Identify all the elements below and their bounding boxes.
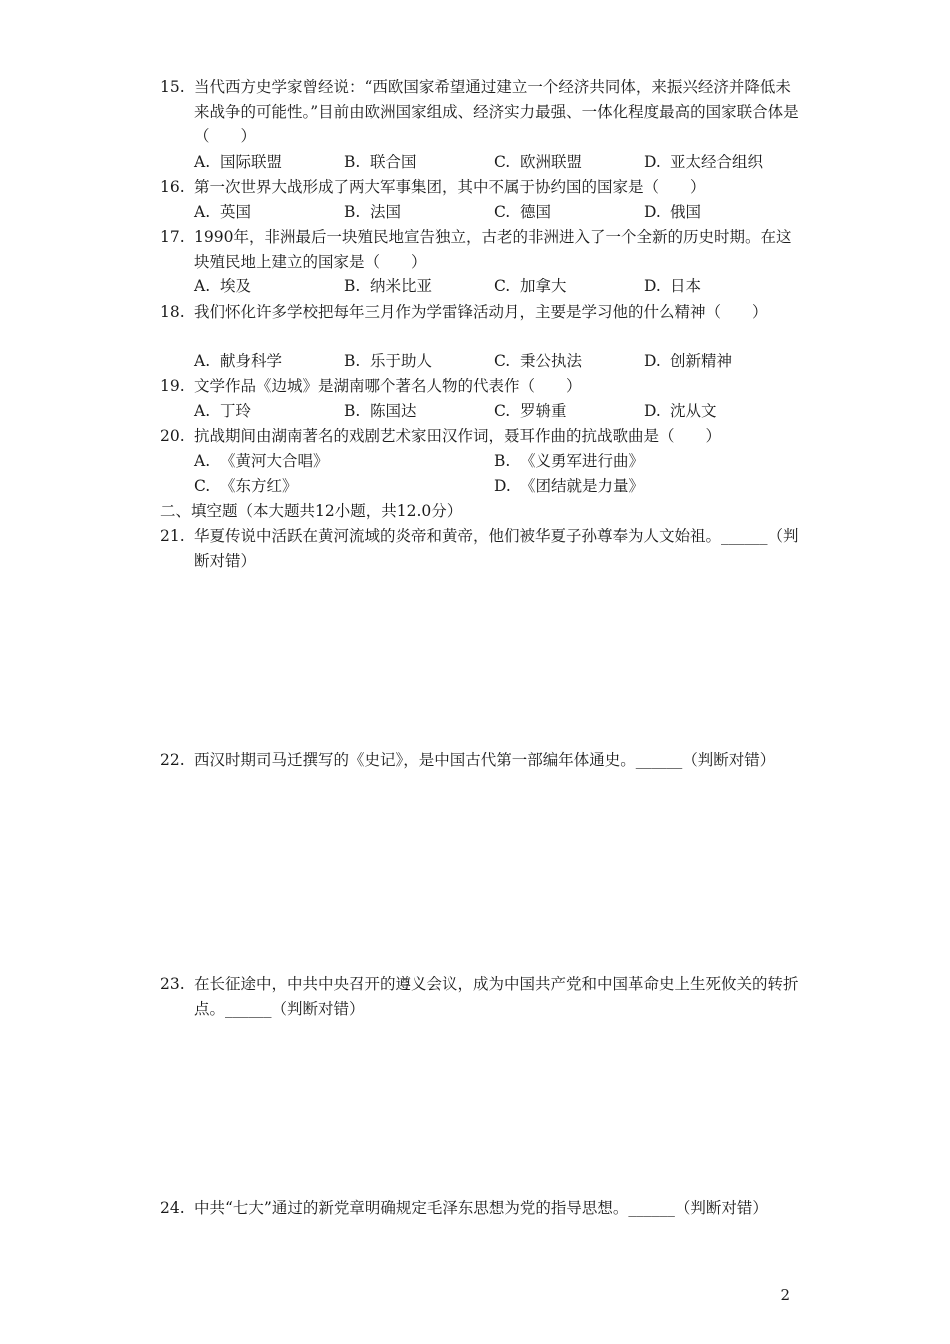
question-text: 第一次世界大战形成了两大军事集团，其中不属于协约国的国家是（ ） <box>194 178 706 196</box>
question-number: 21. <box>160 527 185 545</box>
option-b: B. 《义勇军进行曲》 <box>494 452 645 470</box>
option-a: A. 埃及 <box>194 277 252 295</box>
question-number: 19. <box>160 377 185 395</box>
question-24 <box>160 1196 800 1221</box>
page-number: 2 <box>780 1286 790 1304</box>
options-17 <box>194 274 814 299</box>
option-d: D. 创新精神 <box>644 352 733 370</box>
question-text: 文学作品《边城》是湖南哪个著名人物的代表作（ ） <box>194 377 582 395</box>
question-text: 中共“七大”通过的新党章明确规定毛泽东思想为党的指导思想。______（判断对错） <box>194 1199 768 1217</box>
question-number: 24. <box>160 1199 185 1217</box>
option-a: A. 《黄河大合唱》 <box>194 452 329 470</box>
question-text: 1990年，非洲最后一块殖民地宣告独立，古老的非洲进入了一个全新的历史时期。在这块殖民地上建立的国家是（ ） <box>194 228 792 271</box>
option-d: D. 《团结就是力量》 <box>494 477 645 495</box>
question-number: 22. <box>160 751 185 769</box>
options-16 <box>194 200 814 225</box>
question-19 <box>160 374 800 399</box>
option-c: C. 《东方红》 <box>194 477 298 495</box>
question-21 <box>160 524 800 573</box>
option-a: A. 国际联盟 <box>194 153 283 171</box>
option-d: D. 俄国 <box>644 203 702 221</box>
question-number: 23. <box>160 975 185 993</box>
option-c: C. 德国 <box>494 203 552 221</box>
question-text: 华夏传说中活跃在黄河流域的炎帝和黄帝，他们被华夏子孙尊奉为人文始祖。______（判断对错） <box>194 527 799 570</box>
question-number: 20. <box>160 427 185 445</box>
options-20-row2 <box>194 474 814 499</box>
question-text: 当代西方史学家曾经说：“西欧国家希望通过建立一个经济共同体，来振兴经济并降低未来战争的可能性。”目前由欧洲国家组成、经济实力最强、一体化程度最高的国家联合体是（ ） <box>194 78 799 145</box>
option-d: D. 亚太经合组织 <box>644 153 764 171</box>
option-a: A. 丁玲 <box>194 402 252 420</box>
question-text: 西汉时期司马迁撰写的《史记》，是中国古代第一部编年体通史。______（判断对错） <box>194 751 776 769</box>
question-22 <box>160 748 800 773</box>
question-23 <box>160 972 800 1021</box>
option-b: B. 陈国达 <box>344 402 417 420</box>
question-number: 18. <box>160 303 185 321</box>
option-a: A. 英国 <box>194 203 252 221</box>
question-number: 15. <box>160 78 185 96</box>
question-number: 17. <box>160 228 185 246</box>
options-18 <box>194 349 814 374</box>
question-15 <box>160 75 800 149</box>
option-c: C. 欧洲联盟 <box>494 153 583 171</box>
option-c: C. 加拿大 <box>494 277 567 295</box>
question-number: 16. <box>160 178 185 196</box>
options-15 <box>194 150 814 175</box>
option-d: D. 日本 <box>644 277 702 295</box>
option-c: C. 秉公执法 <box>494 352 583 370</box>
question-16 <box>160 175 800 200</box>
options-19 <box>194 399 814 424</box>
question-20 <box>160 424 800 449</box>
question-17 <box>160 225 800 274</box>
options-20-row1 <box>194 449 814 474</box>
question-text: 抗战期间由湖南著名的戏剧艺术家田汉作词，聂耳作曲的抗战歌曲是（ ） <box>194 427 722 445</box>
option-a: A. 献身科学 <box>194 352 283 370</box>
section-heading: 二、填空题（本大题共12小题，共12.0分） <box>160 502 463 520</box>
question-18 <box>160 300 800 325</box>
option-d: D. 沈从文 <box>644 402 717 420</box>
option-b: B. 联合国 <box>344 153 417 171</box>
option-b: B. 乐于助人 <box>344 352 433 370</box>
question-text: 我们怀化许多学校把每年三月作为学雷锋活动月，主要是学习他的什么精神（ ） <box>194 303 768 321</box>
option-b: B. 法国 <box>344 203 402 221</box>
option-b: B. 纳米比亚 <box>344 277 433 295</box>
question-text: 在长征途中，中共中央召开的遵义会议，成为中国共产党和中国革命史上生死攸关的转折点。______（判断对错） <box>194 975 799 1018</box>
option-c: C. 罗辀重 <box>494 402 567 420</box>
